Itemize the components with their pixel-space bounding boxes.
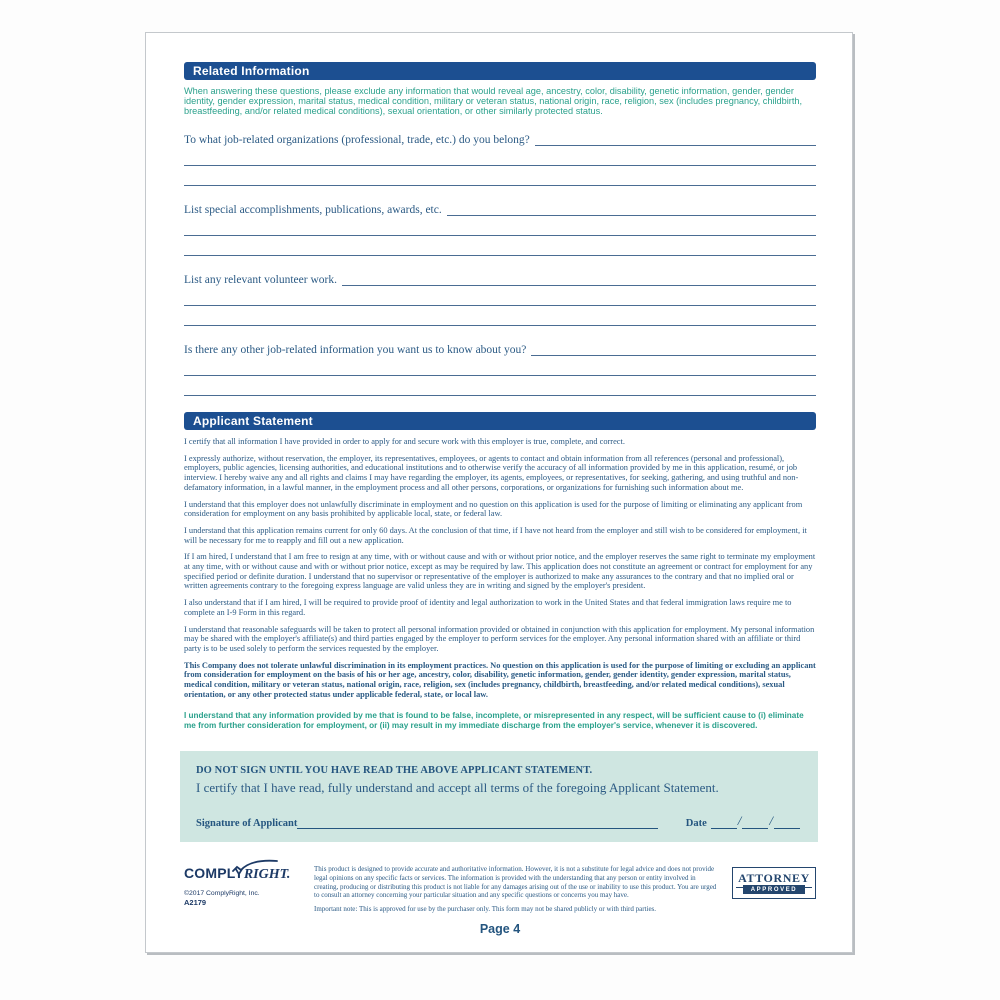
statement-paragraph-false-information: I understand that any information provided by me that is found to be false, incomplete, or misrepresented in any respect, will be sufficient cause to (i) eliminate me from further consideration for employment, or (ii) may result in my immediate discharge from the employer's service, whenever it is discovered. (184, 711, 804, 731)
answer-line[interactable] (342, 285, 816, 286)
legal-disclaimer-column (314, 865, 718, 913)
applicant-statement-header (184, 412, 816, 430)
date-month-field[interactable] (711, 817, 737, 829)
logo-text-right: RIGHT. (243, 867, 291, 883)
statement-paragraph: I understand that this employer does not unlawfully discriminate in employment and no question on this application is used for the purpose of limiting or eliminating any applicant from consideration for employment on any basis prohibited by applicable local, state, or federal law. (184, 499, 803, 519)
logo-text-comply: COMPLY (184, 865, 244, 882)
answer-line[interactable] (184, 376, 816, 396)
badge-approved-text: APPROVED (743, 885, 805, 894)
checkmark-swoosh-icon (231, 858, 279, 874)
attorney-approved-badge (732, 867, 816, 899)
applicant-statement-title: Applicant Statement (193, 414, 313, 428)
answer-line[interactable] (184, 286, 816, 306)
applicant-statement-body (184, 437, 816, 731)
answer-line[interactable] (447, 215, 816, 216)
question-label: List special accomplishments, publications, awards, etc. (184, 204, 442, 216)
statement-paragraph: I also understand that if I am hired, I will be required to provide proof of identity and legal authorization to work in the United States and that federal immigration laws require me to complete an I-9 Form in this regard. (184, 598, 792, 617)
page-number: Page 4 (479, 922, 521, 937)
answer-line[interactable] (184, 166, 816, 186)
question-block-organizations (184, 130, 816, 186)
date-separator: / (769, 813, 773, 829)
question-label: Is there any other job-related information you want us to know about you? (184, 344, 527, 356)
answer-line[interactable] (184, 306, 816, 326)
signature-of-applicant-label: Signature of Applicant (196, 818, 298, 830)
answer-line[interactable] (184, 356, 816, 376)
statement-paragraph-nondiscrimination: This Company does not tolerate unlawful discrimination in its employment practices. No question on this application is used for the purpose of limiting or excluding an applicant from consideration for employment on the basis of his or her age, ancestry, color, disability, genetic information, gender, gender identity, gender expression, marital status, medical condition, military or veteran status, national origin, race, religion, sex (includes pregnancy, childbirth, breastfeeding, and/or related medical conditions), sexual orientation, or any other protected status under applicable federal, state, or local law. (184, 660, 816, 699)
related-information-header (184, 62, 816, 80)
legal-disclaimer-text: This product is designed to provide accurate and authoritative information. However, it is not a substitute for legal advice and does not provide legal opinions on any specific facts or services. The information is provided with the understanding that any person or entity involved in creating, producing or distributing this product is not liable for any damages arising out of the use or inability to use this product. You are urged to consult an attorney concerning your particular situation and any specific questions or concerns you may have. (314, 865, 717, 900)
answer-line[interactable] (531, 355, 816, 356)
brand-column (184, 865, 296, 907)
statement-paragraph: I understand that this application remains current for only 60 days. At the conclusion of that time, if I have not heard from the employer and still wish to be considered for employment, it will be necessary for me to reapply and fill out a new application. (184, 525, 807, 545)
question-block-volunteer-work (184, 270, 816, 326)
certify-statement: I certify that I have read, fully understand and accept all terms of the foregoing Applicant Statement. (196, 780, 719, 796)
statement-paragraph: I understand that reasonable safeguards will be taken to protect all personal information provided or obtained in conjunction with this application for employment. My personal information may be shared with the employer's affiliate(s) and third parties engaged by the employer to perform services for the employer. Any personal information shared with an affiliate or third party is to be used solely to perform the services requested by the employer. (184, 624, 815, 653)
date-day-field[interactable] (742, 817, 768, 829)
statement-paragraph: If I am hired, I understand that I am free to resign at any time, with or without cause and with or without prior notice, and the employer reserves the same right to terminate my employment at any time, with or without cause and with or without prior notice, except as may be required by law. This application does not constitute an agreement or contract for employment for any specified period or definite duration. I understand that no supervisor or representative of the employer is authorized to make any assurances to the contrary and that no implied oral or written agreements contrary to the foregoing express language are valid unless they are in writing and signed by the employer's president. (184, 552, 816, 591)
important-note-text: Important note: This is approved for use by the purchaser only. This form may not be shared publicly or with third parties. (314, 904, 657, 913)
do-not-sign-warning: DO NOT SIGN UNTIL YOU HAVE READ THE ABOVE APPLICANT STATEMENT. (196, 765, 593, 777)
question-label: To what job-related organizations (professional, trade, etc.) do you belong? (184, 134, 530, 146)
related-information-intro: When answering these questions, please exclude any information that would reveal age, ancestry, color, disability, genetic information, gender, gender identity, gender expression, marital status, medical condition, military or veteran status, national origin, race, religion, sex (includes pregnancy, childbirth, breastfeeding, and/or related medical conditions), sexual orientation, or other similarly protected status. (184, 86, 803, 116)
question-block-other-information (184, 340, 816, 396)
badge-attorney-text: ATTORNEY (736, 871, 812, 888)
form-sku: A2179 (184, 898, 207, 908)
date-year-field[interactable] (774, 817, 800, 829)
answer-line[interactable] (184, 236, 816, 256)
answer-line[interactable] (184, 216, 816, 236)
signature-line[interactable] (297, 817, 657, 829)
answer-line[interactable] (184, 146, 816, 166)
related-information-title: Related Information (193, 64, 310, 78)
copyright-text: ©2017 ComplyRight, Inc. (184, 890, 260, 898)
signature-section (180, 751, 818, 842)
date-separator: / (737, 813, 742, 829)
footer (184, 865, 816, 913)
date-label: Date (685, 818, 707, 830)
question-label: List any relevant volunteer work. (184, 274, 337, 286)
statement-paragraph: I certify that all information I have provided in order to apply for and secure work with this employer is true, complete, and correct. (184, 437, 625, 446)
answer-line[interactable] (535, 145, 816, 146)
statement-paragraph: I expressly authorize, without reservation, the employer, its representatives, employees, or agents to contact and obtain information from all references (personal and professional), employers, public agencies, licensing authorities, and educational institutions and to otherwise verify the accuracy of all information provided by me in this application, resumé, or job interview. I hereby waive any and all rights and claims I may have regarding the employer, its agents, employees, or representatives, for seeking, gathering, and using truthful and non-defamatory information, in a lawful manner, in the employment process and all other persons, corporations, or organizations for furnishing such information about me. (184, 453, 799, 492)
complyright-logo (184, 865, 290, 883)
form-page (145, 32, 853, 953)
question-block-accomplishments (184, 200, 816, 256)
